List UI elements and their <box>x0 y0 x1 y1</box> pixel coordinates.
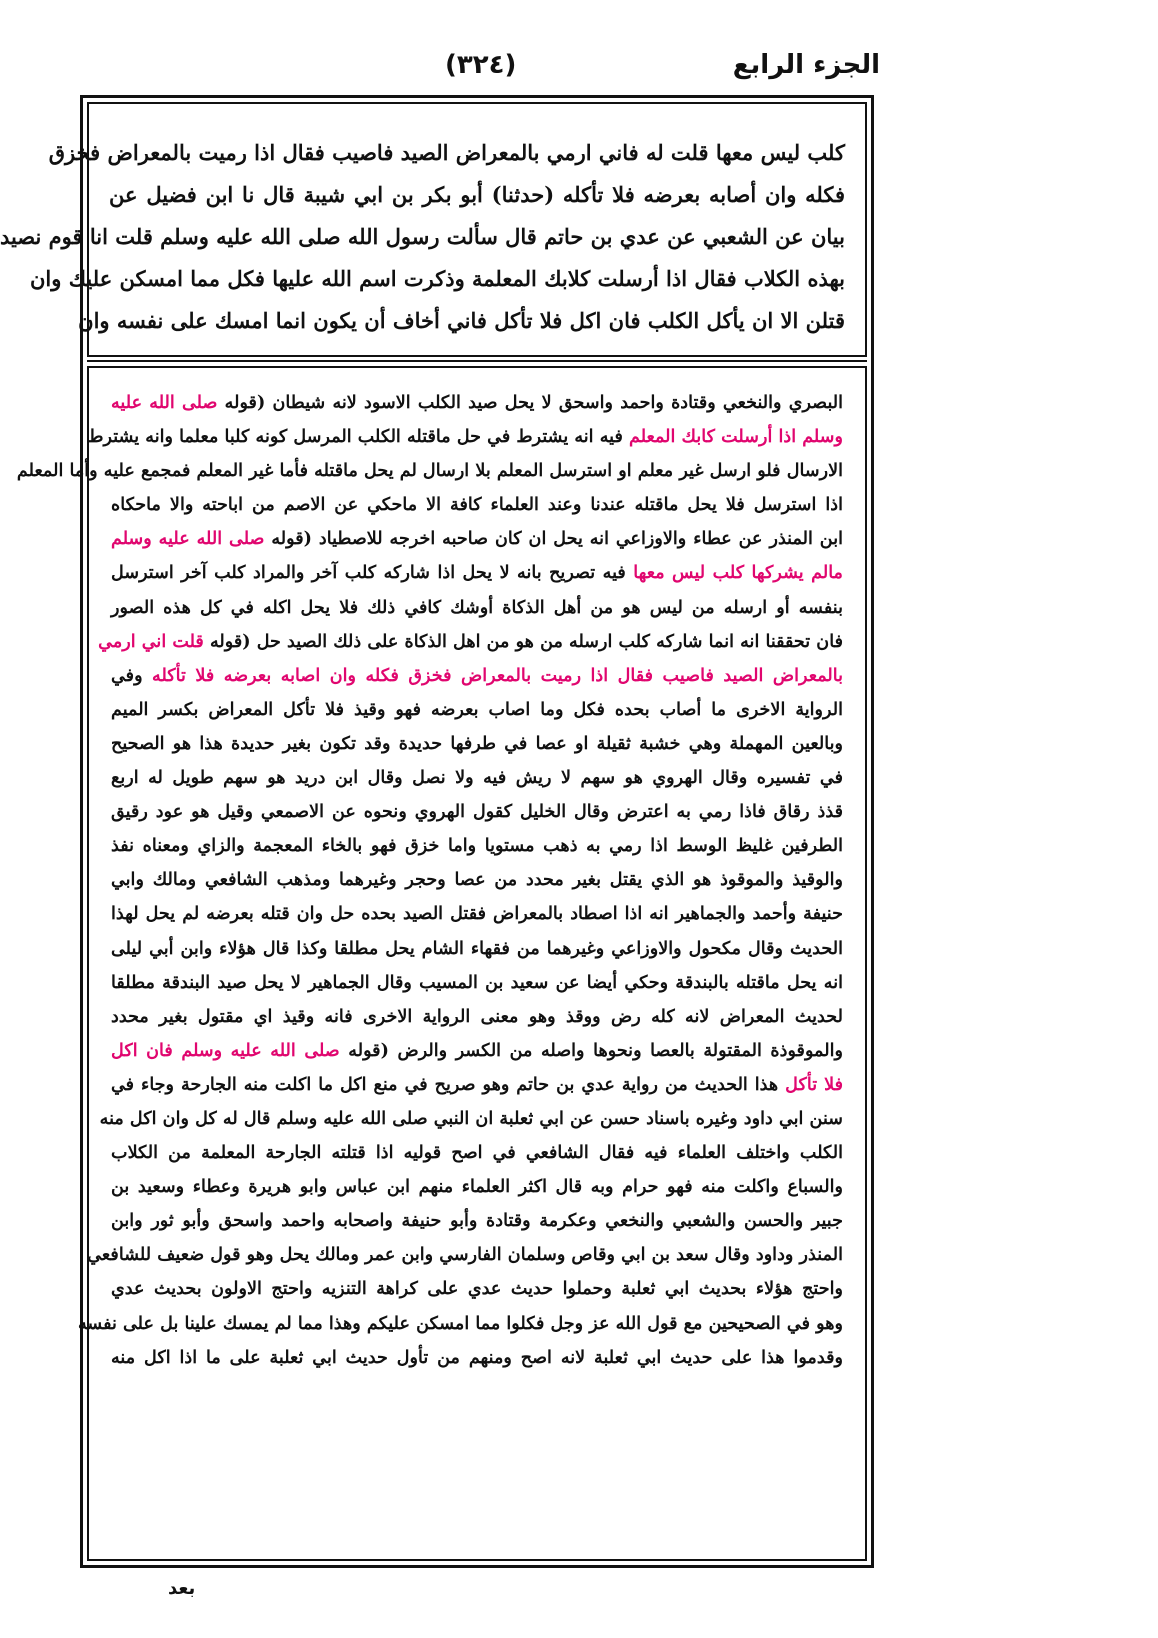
commentary-text: والوقيذ والموقوذ هو الذي يقتل بغير محدد من عصا وحجر وغيرهما ومذهب الشافعي ومالك وابي <box>111 869 843 891</box>
main-text-line: فكله وان أصابه بعرضه فلا تأكله (حدثنا) أبو بكر بن ابي شيبة قال نا ابن فضيل عن <box>109 182 845 207</box>
page-number: (٣٢٤) <box>445 50 517 80</box>
commentary-line <box>77 1307 843 1341</box>
commentary-line <box>111 727 843 761</box>
commentary-text: وبالعين المهملة وهي خشبة ثقيلة او عصا في طرفها حديدة وقد تكون بغير حديدة هذا هو الصحيح <box>111 732 843 754</box>
hadith-quote: صلى الله عليه وسلم فان اكل <box>111 1039 340 1061</box>
commentary-line <box>111 1272 843 1306</box>
commentary-text: انه يحل ماقتله بالبندقة وحكي أيضا عن سعيد بن المسيب وقال الجماهير لا يحل صيد البندقة مطلقا <box>111 971 843 993</box>
commentary-line <box>111 693 843 727</box>
commentary-text: في تفسيره وقال الهروي هو سهم لا ريش فيه ولا نصل وقال ابن دريد هو سهم طويل له اربع <box>111 767 843 789</box>
commentary-line <box>111 1000 843 1034</box>
catchword: بعد <box>168 1578 196 1599</box>
commentary-text: فان تحققنا انه انما شاركه كلب ارسله من هو من اهل الذكاة على ذلك الصيد حل (قوله <box>203 630 843 652</box>
commentary-line <box>16 454 843 488</box>
commentary-line <box>111 897 843 931</box>
main-text-box <box>0 102 867 357</box>
commentary-line <box>111 1136 843 1170</box>
commentary-text: قذذ رقاق فاذا رمي به اعترض وقال الخليل كقول الهروي ونحوه عن الاصمعي وقيل هو عود رقيق <box>111 801 843 823</box>
double-rule-divider <box>87 360 867 362</box>
commentary-line <box>87 1238 843 1272</box>
commentary-line <box>111 1341 843 1375</box>
hadith-quote: وسلم اذا أرسلت كابك المعلم <box>628 426 843 448</box>
commentary-text: اذا استرسل فلا يحل ماقتله عندنا وعند العلماء كافة الا ماحكي عن الاصم من اباحته والا ماحكاه <box>111 494 843 516</box>
commentary-line <box>111 1170 843 1204</box>
commentary-line <box>111 488 843 522</box>
commentary-text: فيه انه يشترط في حل ماقتله الكلب المرسل كونه كلبا معلما وانه يشترط <box>87 426 629 448</box>
commentary-line <box>111 386 843 420</box>
commentary-text: هذا الحديث من رواية عدي بن حاتم وهو صريح في منع اكل ما اكلت منه الجارحة وجاء في <box>111 1073 786 1095</box>
commentary-line <box>111 966 843 1000</box>
page-frame <box>0 95 874 1568</box>
hadith-quote: فلا تأكل <box>785 1073 843 1095</box>
main-text-line: بهذه الكلاب فقال اذا أرسلت كلابك المعلمة وذكرت اسم الله عليها فكل مما امسكن عليك وان <box>30 266 845 291</box>
commentary-text: واحتج هؤلاء بحديث ابي ثعلبة وحملوا حديث عدي على كراهة التنزيه واحتج الاولون بحديث عدي <box>111 1278 843 1300</box>
commentary-text: الارسال فلو ارسل غير معلم او استرسل المعلم بلا ارسال لم يحل ماقتله فأما غير المعلم فمجمع عليه وأما المعلم <box>16 460 843 482</box>
commentary-text: ابن المنذر عن عطاء والاوزاعي انه يحل ان كان صاحبه اخرجه للاصطياد (قوله <box>264 528 843 550</box>
commentary-line <box>111 659 843 693</box>
commentary-text: الكلب واختلف العلماء فيه فقال الشافعي في اصح قوليه اذا قتلته الجارحة المعلمة من الكلاب <box>111 1142 843 1164</box>
commentary-line <box>111 932 843 966</box>
commentary-text: والموقوذة المقتولة بالعصا ونحوها واصله من الكسر والرض (قوله <box>339 1039 843 1061</box>
hadith-quote: مالم يشركها كلب ليس معها <box>633 562 843 584</box>
commentary-text: الحديث وقال مكحول والاوزاعي وغيرهما من فقهاء الشام يحل مطلقا وكذا قال هؤلاء وابن أبي ليلى <box>111 937 843 959</box>
commentary-line <box>111 863 843 897</box>
commentary-line <box>99 1102 843 1136</box>
commentary-text: حنيفة وأحمد والجماهير انه اذا اصطاد بالمعراض فقتل الصيد بحده حل وان قتله بعرضه لم يحل لهذا <box>111 903 843 925</box>
main-text-line: بيان عن الشعبي عن عدي بن حاتم قال سألت رسول الله صلى الله عليه وسلم قلت انا قوم نصيد <box>0 224 845 249</box>
hadith-quote: صلى الله عليه وسلم <box>111 528 265 550</box>
commentary-line <box>111 522 843 556</box>
commentary-text: البصري والنخعي وقتادة واحمد واسحق لا يحل صيد الكلب الاسود لانه شيطان (قوله <box>217 392 844 413</box>
commentary-text: والسباع واكلت منه فهو حرام وبه قال اكثر العلماء منهم ابن عباس وابو هريرة وعطاء وسعيد بن <box>111 1176 843 1198</box>
hadith-quote: صلى الله عليه <box>111 392 218 413</box>
main-text-line: قتلن الا ان يأكل الكلب فان اكل فلا تأكل فاني أخاف أن يكون انما امسك على نفسه وان <box>78 308 845 333</box>
commentary-line <box>111 1034 843 1068</box>
commentary-line <box>87 420 843 454</box>
commentary-line <box>111 1068 843 1102</box>
part-title: الجزء الرابع <box>732 50 880 80</box>
main-text-line: كلب ليس معها قلت له فاني ارمي بالمعراض الصيد فاصيب فقال اذا رميت بالمعراض فخزق <box>48 140 845 165</box>
commentary-box <box>16 366 867 1561</box>
commentary-text: فيه تصريح بانه لا يحل اذا شاركه كلب آخر والمراد كلب آخر استرسل <box>111 562 634 584</box>
commentary-line <box>111 829 843 863</box>
commentary-text: جبير والحسن والشعبي والنخعي وعكرمة وقتادة وأبو حنيفة واصحابه واحمد واسحق وأبو ثور وابن <box>111 1210 843 1232</box>
commentary-line <box>111 1204 843 1238</box>
commentary-line <box>111 591 843 625</box>
hadith-quote: قلت اني ارمي <box>98 630 204 652</box>
hadith-quote: بالمعراض الصيد فاصيب فقال اذا رميت بالمعراض فخزق فكله وان اصابه بعرضه فلا تأكله <box>152 664 843 686</box>
commentary-text: وقدموا هذا على حديث ابي ثعلبة لانه اصح ومنهم من تأول حديث ابي ثعلبة على ما اذا اكل منه <box>111 1346 843 1368</box>
commentary-line <box>111 795 843 829</box>
commentary-line <box>98 625 843 659</box>
commentary-text: بنفسه أو ارسله من ليس هو من أهل الذكاة أوشك كافي ذلك فلا يحل اكله في كل هذه الصور <box>111 596 843 618</box>
commentary-text: سنن ابي داود وغيره باسناد حسن عن ابي ثعلبة ان النبي صلى الله عليه وسلم قال له كل وان اكل منه <box>99 1107 843 1129</box>
commentary-text: وهو في الصحيحين مع قول الله عز وجل فكلوا مما امسكن عليكم وهذا مما لم يمسك علينا بل على نفسه <box>77 1312 843 1334</box>
commentary-text: الطرفين غليظ الوسط اذا رمي به ذهب مستويا واما خزق فهو بالخاء المعجمة والزاي ومعناه نفذ <box>111 835 843 857</box>
commentary-text: المنذر وداود وقال سعد بن ابي وقاص وسلمان الفارسي وابن عمر ومالك يحل وهو قول ضعيف للشافعي <box>87 1244 843 1266</box>
page-header <box>80 50 880 92</box>
commentary-line <box>111 761 843 795</box>
commentary-line <box>111 556 843 590</box>
commentary-text: الرواية الاخرى ما أصاب بحده فكل وما اصاب بعرضه فهو وقيذ فلا تأكل المعراض بكسر الميم <box>111 698 843 720</box>
commentary-text: لحديث المعراض لانه كله رض ووقذ وهو معنى الرواية الاخرى فانه وقيذ اي مقتول بغير محدد <box>111 1005 843 1027</box>
commentary-text: وفي <box>111 664 153 686</box>
